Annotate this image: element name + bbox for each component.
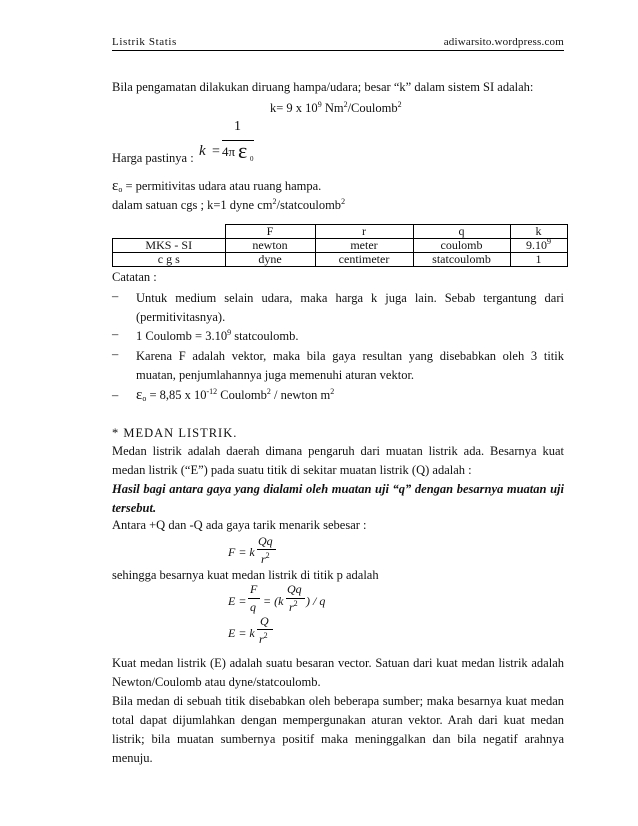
eq2-middle: = (k bbox=[263, 594, 284, 608]
table-cell bbox=[113, 225, 226, 239]
k-value-line: k= 9 x $10^9$ Nm$^2$/Coulomb$^2$ bbox=[270, 100, 402, 115]
table-cell: centimeter bbox=[315, 253, 413, 267]
table-cell: MKS - SI bbox=[113, 239, 226, 253]
table-cell: coulomb bbox=[413, 239, 510, 253]
paragraph-definition: Medan listrik adalah daerah dimana pengaruh dari muatan listrik ada. Besarnya kuat medan listrik (“E”) pada suatu titik di sekitar muatan listrik (Q) adalah : bbox=[112, 444, 564, 477]
formula-epsilon-sub: 0 bbox=[250, 155, 254, 163]
paragraph-sources: Bila medan di sebuah titik disebabkan oleh beberapa sumber; maka besarnya kuat medan total dapat dijumlahkan dengan mempergunakan aturan vektor. Arah dari kuat medan listrik; bila muatan sumbernya positif maka meninggalkan dan bila negatif arahnya menuju. bbox=[112, 694, 564, 765]
eq2-denominator-1: q bbox=[250, 600, 256, 614]
section-title: * MEDAN LISTRIK. bbox=[112, 426, 238, 440]
eq1-denominator: $r^2$ bbox=[261, 551, 270, 566]
paragraph-intro: Bila pengamatan dilakukan diruang hampa/udara; besar “k” dalam sistem SI adalah: bbox=[112, 80, 534, 94]
units-table bbox=[112, 224, 568, 267]
fraction-bar bbox=[248, 598, 260, 599]
paragraph-force: Antara +Q dan -Q ada gaya tarik menarik sebesar : bbox=[112, 518, 367, 532]
eq2-numerator-2: Qq bbox=[287, 582, 302, 596]
catatan-label: Catatan : bbox=[112, 270, 157, 284]
eq1-lhs: F = k bbox=[228, 545, 255, 559]
bullet-dash: – bbox=[112, 289, 119, 303]
eq3-denominator: $r^2$ bbox=[259, 631, 268, 646]
bullet-item-1: Untuk medium selain udara, maka harga k juga lain. Sebab tergantung dari (permitivitasnya). bbox=[136, 291, 564, 324]
bullet-dash: – bbox=[112, 347, 119, 361]
bullet-item-3: Karena F adalah vektor, maka bila gaya resultan yang disebabkan oleh 3 titik muatan, penjumlahannya juga memenuhi aturan vektor. bbox=[136, 349, 564, 382]
table-row bbox=[113, 239, 568, 253]
eq2-tail: ) / q bbox=[306, 594, 326, 608]
table-cell: 1 bbox=[510, 253, 567, 267]
header-website: adiwarsito.wordpress.com bbox=[443, 36, 564, 48]
eq2-lhs: E = bbox=[228, 594, 247, 608]
table-header-row bbox=[113, 225, 568, 239]
paragraph-vector: Kuat medan listrik (E) adalah suatu besaran vector. Satuan dari kuat medan listrik adalah Newton/Coulomb atau dyne/statcoulomb. bbox=[112, 656, 564, 689]
table-header-cell: r bbox=[315, 225, 413, 239]
table-header-cell: F bbox=[225, 225, 315, 239]
bullet-item-4: $\varepsilon_o = 8,85$ x $10^{-12}$ Coulomb$^2$ / newton $m^2$ bbox=[136, 387, 335, 403]
harga-label: Harga pastinya : bbox=[112, 151, 194, 165]
page-header bbox=[112, 36, 564, 51]
bullet-dash: – bbox=[112, 327, 119, 341]
eq2-numerator-1: F bbox=[250, 582, 258, 596]
formula-k: k bbox=[199, 143, 206, 159]
bullet-dash: – bbox=[112, 388, 119, 402]
table-header-cell: k bbox=[510, 225, 567, 239]
fraction-bar bbox=[257, 629, 273, 630]
cgs-line: dalam satuan cgs ; k=1 dyne $cm^2/statcoulomb^2$ bbox=[112, 197, 346, 212]
table-cell: c g s bbox=[113, 253, 226, 267]
fraction-bar bbox=[257, 549, 276, 550]
table-cell: statcoulomb bbox=[413, 253, 510, 267]
eq3-numerator: Q bbox=[260, 614, 269, 628]
paragraph-field-intro: sehingga besarnya kuat medan listrik di titik p adalah bbox=[112, 568, 379, 582]
eq1-numerator: Qq bbox=[258, 534, 273, 548]
bullet-item-2: 1 Coulomb = $3.10^9$ statcoulomb. bbox=[136, 328, 299, 343]
formula-epsilon: ε bbox=[238, 138, 248, 163]
eq2-denominator-2: $r^2$ bbox=[289, 599, 298, 614]
table-row bbox=[113, 253, 568, 267]
formula-numerator: 1 bbox=[234, 119, 241, 134]
paragraph-emphasis: Hasil bagi antara gaya yang dialami oleh muatan uji “q” dengan besarnya muatan uji tersebut. bbox=[112, 482, 564, 515]
table-cell: dyne bbox=[225, 253, 315, 267]
eq3-lhs: E = k bbox=[228, 626, 255, 640]
table-cell: 9.10$^9$ bbox=[510, 239, 567, 253]
header-title: Listrik Statis bbox=[112, 36, 177, 48]
table-cell: newton bbox=[225, 239, 315, 253]
table-header-cell: q bbox=[413, 225, 510, 239]
formula-equals: = bbox=[212, 144, 220, 159]
formula-denominator: 4π bbox=[222, 144, 236, 159]
epsilon-definition: $\varepsilon_o$ = permitivitas udara atau ruang hampa. bbox=[112, 178, 322, 194]
table-cell: meter bbox=[315, 239, 413, 253]
